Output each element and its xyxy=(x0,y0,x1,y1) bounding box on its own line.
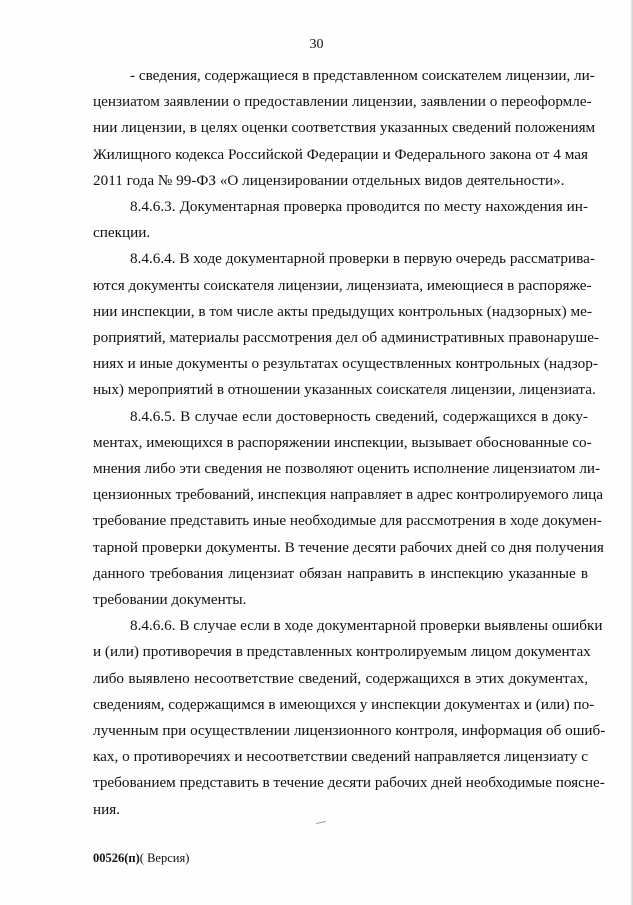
paragraph-line: тарной проверки документы. В течение десяти рабочих дней со дня получения xyxy=(93,538,604,556)
paragraph-line: требование представить иные необходимые для рассмотрения в ходе докумен- xyxy=(93,512,602,530)
paragraph-line: нии лицензии, в целях оценки соответствия указанных сведений положениям xyxy=(93,119,596,137)
paragraph-line: ках, о противоречиях и несоответствии сведений направляется лицензиату с xyxy=(93,748,588,766)
paragraph-line: ных) мероприятий в отношении указанных соискателя лицензии, лицензиата. xyxy=(93,381,596,399)
paragraph-line: либо выявлено несоответствие сведений, содержащихся в этих документах, xyxy=(93,669,588,687)
paragraph-line: цензионных требований, инспекция направляет в адрес контролируемого лица xyxy=(93,486,603,504)
paragraph-line: цензиатом заявлении о предоставлении лицензии, заявлении о переоформле- xyxy=(93,93,592,111)
paragraph-line: мнения либо эти сведения не позволяют оценить исполнение лицензиатом ли- xyxy=(93,460,601,478)
paragraph-line: спекции. xyxy=(93,224,151,242)
paragraph-line: - сведения, содержащиеся в представленном соискателем лицензии, ли- xyxy=(130,67,595,84)
document-body xyxy=(93,63,606,823)
paragraph-line: нии инспекции, в том числе акты предыдущих контрольных (надзорных) ме- xyxy=(93,302,592,320)
paragraph-line: роприятий, материалы рассмотрения дел об административных правонаруше- xyxy=(93,329,599,347)
paragraph-line: требовании документы. xyxy=(93,591,247,609)
paragraph-line: и (или) противоречия в представленных контролируемым лицом документах xyxy=(93,643,591,661)
paragraph-line: ния. xyxy=(93,800,121,818)
paragraph-line: ниях и иные документы о результатах осуществленных контрольных (надзор- xyxy=(93,355,598,373)
paragraph-line: 2011 года № 99-ФЗ «О лицензировании отдельных видов деятельности». xyxy=(93,171,565,189)
paragraph-line: 8.4.6.3. Документарная проверка проводится по месту нахождения ин- xyxy=(130,198,588,216)
paragraph-line: сведениям, содержащимся в имеющихся у инспекции документах и (или) по- xyxy=(93,695,595,713)
paragraph-line: ются документы соискателя лицензии, лицензиата, имеющиеся в распоряже- xyxy=(93,276,592,294)
paragraph-line: 8.4.6.5. В случае если достоверность сведений, содержащихся в доку- xyxy=(130,407,588,425)
document-footer xyxy=(93,851,189,866)
document-code: 00526(п) xyxy=(93,851,140,865)
paragraph-line: данного требования лицензиат обязан направить в инспекцию указанные в xyxy=(93,564,588,582)
paragraph-line: 8.4.6.6. В случае если в ходе документарной проверки выявлены ошибки xyxy=(130,617,603,635)
document-version: ( Версия) xyxy=(139,851,190,865)
paragraph-line: Жилищного кодекса Российской Федерации и Федерального закона от 4 мая xyxy=(93,145,588,163)
page-number: 30 xyxy=(309,37,324,52)
paragraph-line: лученным при осуществлении лицензионного контроля, информация об ошиб- xyxy=(93,722,606,740)
paragraph-line: требованием представить в течение десяти рабочих дней необходимые поясне- xyxy=(93,774,605,792)
paragraph-line: 8.4.6.4. В ходе документарной проверки в первую очередь рассматрива- xyxy=(130,250,595,268)
paragraph-line: ментах, имеющихся в распоряжении инспекции, вызывает обоснованные со- xyxy=(93,433,592,451)
